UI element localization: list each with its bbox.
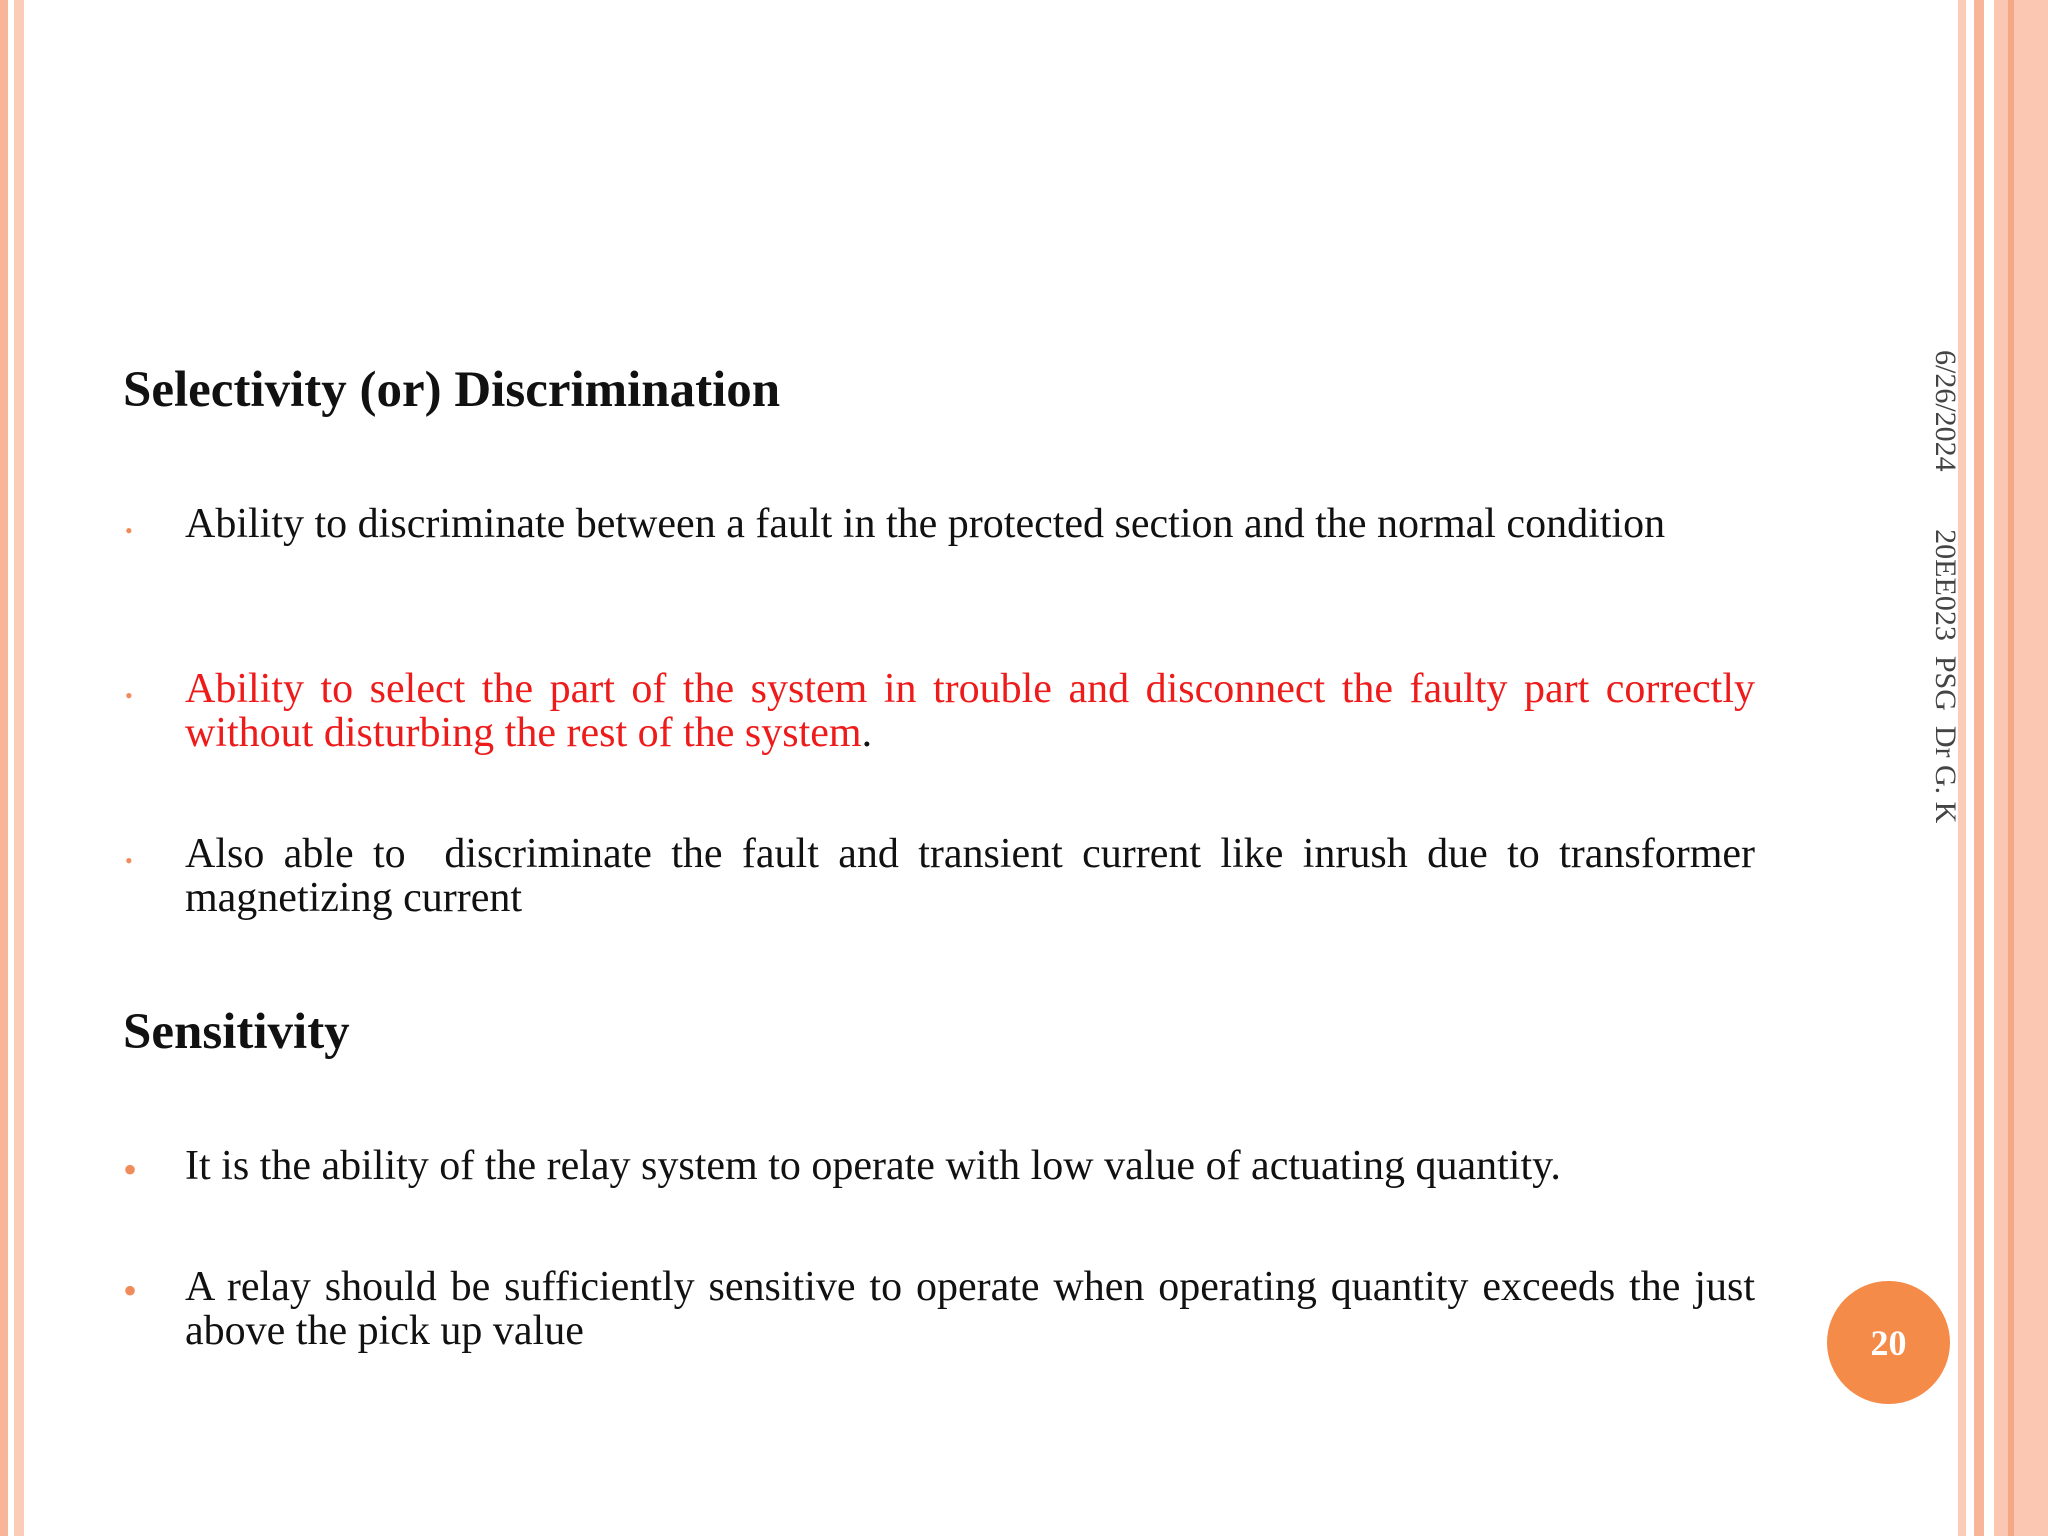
page-number-badge bbox=[1827, 1281, 1950, 1404]
bullet-text: Also able to discriminate the fault and transient current like inrush due to transformer magnetizing current bbox=[185, 831, 1766, 921]
bullet-suffix: . bbox=[861, 710, 873, 756]
left-border-outer bbox=[0, 0, 8, 1536]
highlighted-text: Ability to select the part of the system in trouble and disconnect the faulty part correctly without disturbing the rest of the system bbox=[185, 666, 1755, 756]
sidebar-footer bbox=[1902, 350, 1962, 910]
right-border-c bbox=[1994, 0, 2048, 1536]
bullet-dot-icon: • bbox=[125, 848, 133, 873]
bullet-dot-icon: • bbox=[123, 1268, 138, 1313]
sensitivity-heading: Sensitivity bbox=[123, 1004, 350, 1060]
bullet-text bbox=[185, 667, 1755, 755]
left-border-inner bbox=[14, 0, 24, 1536]
bullet-dot-icon: • bbox=[125, 683, 133, 708]
bullet-dot-icon: • bbox=[125, 518, 133, 543]
right-border-b bbox=[1974, 0, 1984, 1536]
bullet-text: A relay should be sufficiently sensitive to operate when operating quantity exceeds the just above the pick up value bbox=[185, 1264, 1755, 1354]
page-number: 20 bbox=[1870, 1322, 1907, 1363]
selectivity-heading: Selectivity (or) Discrimination bbox=[123, 362, 781, 418]
slide-date: 6/26/2024 bbox=[1929, 350, 1962, 472]
course-info: 20EE023 PSG Dr G. K bbox=[1929, 529, 1962, 824]
bullet-text: Ability to discriminate between a fault in the protected section and the normal condition bbox=[185, 501, 1666, 547]
right-border-line bbox=[2008, 0, 2014, 1536]
bullet-text: It is the ability of the relay system to operate with low value of actuating quantity. bbox=[185, 1143, 1561, 1189]
bullet-dot-icon: • bbox=[123, 1147, 138, 1192]
